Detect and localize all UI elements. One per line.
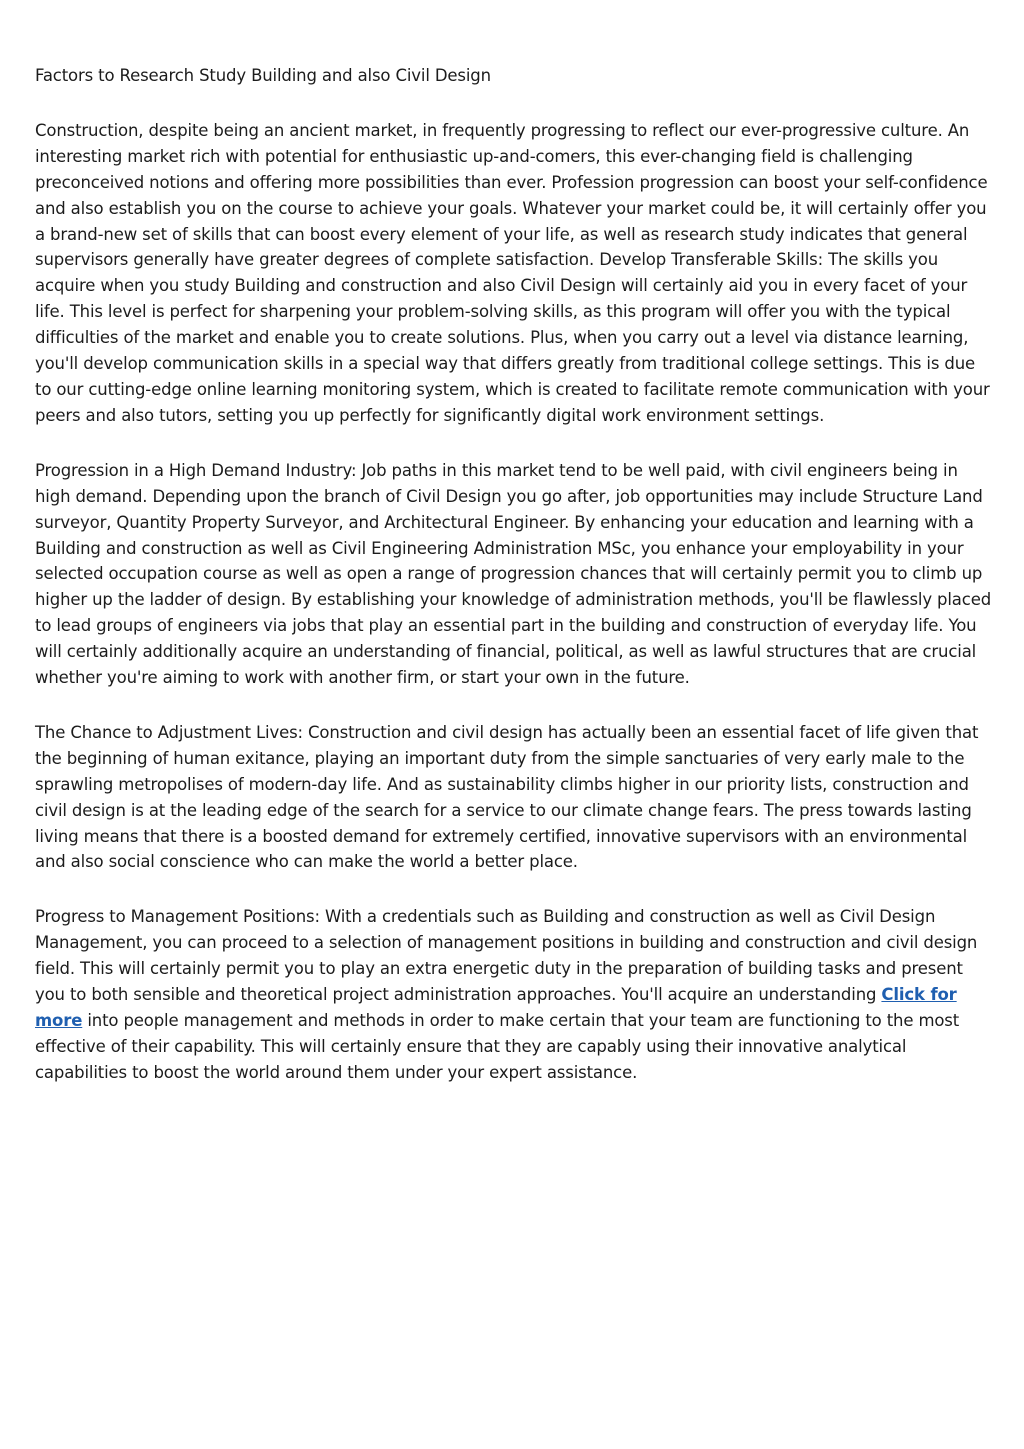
- document-title: Factors to Research Study Building and also Civil Design: [35, 66, 491, 85]
- paragraph-change-lives: The Chance to Adjustment Lives: Construction and civil design has actually been an essential facet of life given that the beginning of human exitance, playing an important duty from the simple sanctuaries of very early male to the sprawling metropolises of modern-day life. And as sustainability climbs higher in our priority lists, construction and civil design is at the leading edge of the search for a service to our climate change fears. The press towards lasting living means that there is a boosted demand for extremely certified, innovative supervisors with an environmental and also social conscience who can make the world a better place.: [35, 722, 979, 872]
- click-for-more-link[interactable]: Click for more: [35, 985, 957, 1030]
- paragraph-high-demand-industry: Progression in a High Demand Industry: Job paths in this market tend to be well paid, with civil engineers being in high demand. Depending upon the branch of Civil Design you go after, job opportunities may include Structure Land surveyor, Quantity Property Surveyor, and Architectural Engineer. By enhancing your education and learning with a Building and construction as well as Civil Engineering Administration MSc, you enhance your employability in your selected occupation course as well as open a range of progression chances that will certainly permit you to climb up higher up the ladder of design. By establishing your knowledge of administration methods, you'll be flawlessly placed to lead groups of engineers via jobs that play an essential part in the building and construction of everyday life. You will certainly additionally acquire an understanding of financial, political, as well as lawful structures that are crucial whether you're aiming to work with another firm, or start your own in the future.: [35, 460, 992, 688]
- document-body: [35, 63, 995, 1115]
- paragraph-text-after-link: into people management and methods in order to make certain that your team are functioning to the most effective of their capability. This will certainly ensure that they are capably using their innovative analytical capabilities to boost the world around them under your expert assistance.: [35, 1011, 960, 1082]
- paragraph-text-before-link: Progress to Management Positions: With a credentials such as Building and construction as well as Civil Design Management, you can proceed to a selection of management positions in building and construction and civil design field. This will certainly permit you to play an extra energetic duty in the preparation of building tasks and present you to both sensible and theoretical project administration approaches. You'll acquire an understanding: [35, 907, 978, 1005]
- paragraph-construction-intro: Construction, despite being an ancient market, in frequently progressing to reflect our ever-progressive culture. An interesting market rich with potential for enthusiastic up-and-comers, this ever-changing field is challenging preconceived notions and offering more possibilities than ever. Profession progression can boost your self-confidence and also establish you on the course to achieve your goals. Whatever your market could be, it will certainly offer you a brand-new set of skills that can boost every element of your life, as well as research study indicates that general supervisors generally have greater degrees of complete satisfaction. Develop Transferable Skills: The skills you acquire when you study Building and construction and also Civil Design will certainly aid you in every facet of your life. This level is perfect for sharpening your problem-solving skills, as this program will offer you with the typical difficulties of the market and enable you to create solutions. Plus, when you carry out a level via distance learning, you'll develop communication skills in a special way that differs greatly from traditional college settings. This is due to our cutting-edge online learning monitoring system, which is created to facilitate remote communication with your peers and also tutors, setting you up perfectly for significantly digital work environment settings.: [35, 120, 990, 425]
- paragraph-management-positions: [35, 904, 995, 1085]
